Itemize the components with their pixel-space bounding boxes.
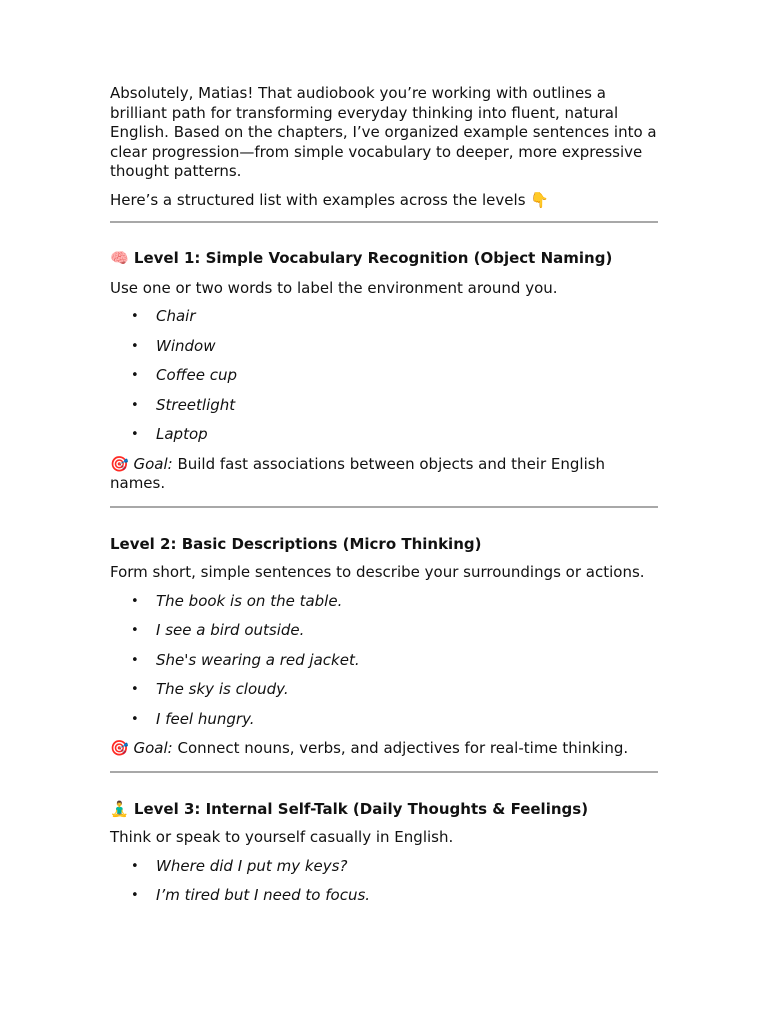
target-icon: 🎯 [110,739,129,757]
goal-label: Goal: [133,454,173,473]
list-item: • Streetlight [110,396,658,416]
level-1-list [110,307,658,445]
list-item: • She's wearing a red jacket. [110,651,658,671]
goal-text: Build fast associations between objects and their English names. [110,454,606,492]
list-item: • I’m tired but I need to focus. [110,886,658,906]
target-icon: 🎯 [110,454,129,473]
list-item: • The sky is cloudy. [110,680,658,700]
intro-paragraph: Absolutely, Matias! That audiobook you’re working with outlines a brilliant path for transforming everyday thinking into fluent, natural English. Based on the chapters, I’ve organized example sentences into a clear progression—from simple vocabulary to deeper, more expressive thought patterns. [110,84,657,180]
divider [110,506,658,508]
divider [110,221,658,223]
list-intro: Here’s a structured list with examples across the levels 👇 [110,190,549,209]
level-1-heading: 🧠 Level 1: Simple Vocabulary Recognition (Object Naming) [110,249,613,267]
level-1-goal [110,455,658,494]
list-item: • Window [110,337,658,357]
level-3-heading: 🧘‍♂️ Level 3: Internal Self-Talk (Daily Thoughts & Feelings) [110,799,589,818]
goal-label: Goal: [133,739,173,757]
list-item: • I see a bird outside. [110,621,658,641]
level-2-heading: Level 2: Basic Descriptions (Micro Thinking) [110,534,482,553]
list-item: • Where did I put my keys? [110,857,658,877]
level-2-description: Form short, simple sentences to describe your surroundings or actions. [110,563,645,581]
list-item: • I feel hungry. [110,710,658,730]
level-3-description: Think or speak to yourself casually in English. [110,828,454,846]
goal-text: Connect nouns, verbs, and adjectives for real-time thinking. [177,739,629,757]
level-2-list [110,592,658,730]
list-item: • Laptop [110,425,658,445]
divider [110,771,658,773]
list-item: • The book is on the table. [110,592,658,612]
list-item: • Coffee cup [110,366,658,386]
level-1-description: Use one or two words to label the environment around you. [110,278,558,297]
list-item: • Chair [110,307,658,327]
level-3-list [110,857,658,906]
level-2-goal [110,739,658,759]
document-content [110,84,658,916]
